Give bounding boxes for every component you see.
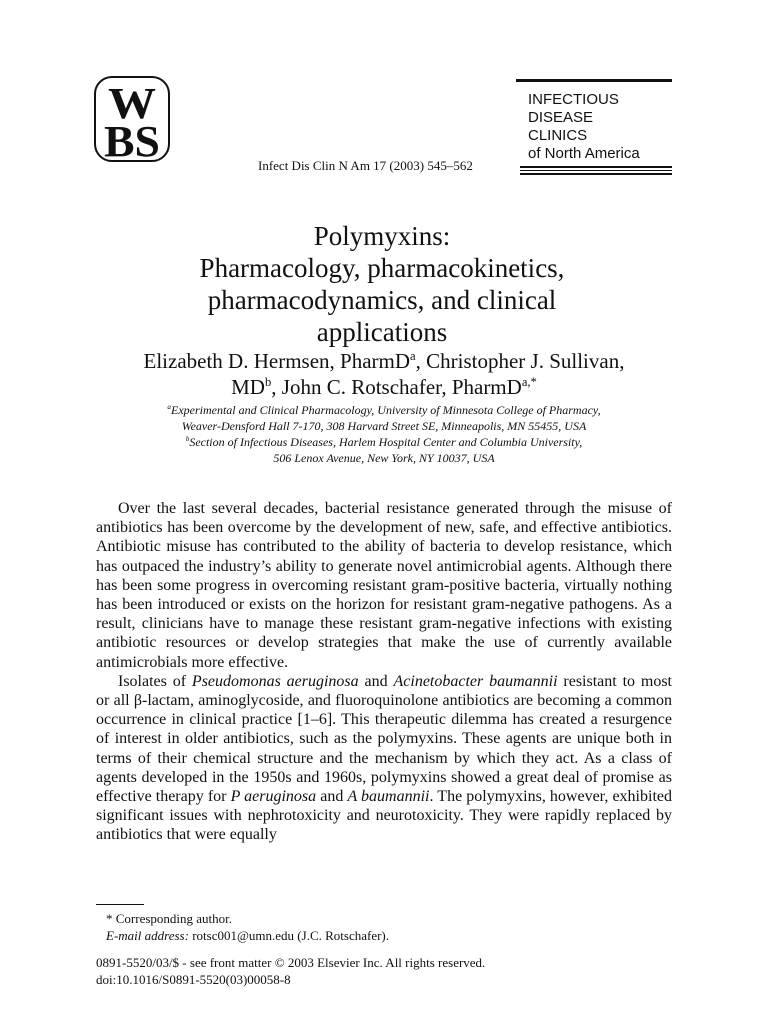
journal-rule-2 [520,170,672,171]
author-line-1 [96,348,672,374]
author-name: Elizabeth D. Hermsen, PharmD [143,349,411,373]
journal-line: of North America [528,145,640,162]
affiliation-a: $^a$Experimental and Clinical Pharmacology, University of Minnesota College of Pharmacy, [167,403,601,417]
affiliation-b: $^b$Section of Infectious Diseases, Harlem Hospital Center and Columbia University, [185,435,583,449]
affiliation-mark: b [185,435,190,443]
journal-rule-top [516,79,672,82]
email-address: rotsc001@umn.edu (J.C. Rotschafer). [192,928,390,943]
affiliations [96,402,672,466]
affiliation-b-cont: 506 Lenox Avenue, New York, NY 10037, USA [273,451,495,465]
title-line: applications [316,317,448,347]
journal-line: DISEASE [528,109,594,126]
footnote-rule [96,904,144,905]
footnote [106,910,389,944]
affiliation-mark: b [264,375,272,389]
author-list [96,348,672,400]
email-line [106,927,389,944]
author-line-2 [96,374,672,400]
article-body [96,499,672,845]
copyright-line: 0891-5520/03/$ - see front matter © 2003 Elsevier Inc. All rights reserved. [96,955,486,970]
journal-rule-3 [520,173,672,175]
author-separator: , [415,349,427,373]
affiliation-mark: a,* [521,375,537,389]
author-separator: , [271,375,282,399]
title-line: pharmacodynamics, and clinical [207,285,557,315]
author-name: Christopher J. Sullivan, [426,349,625,373]
body-paragraph: Isolates of Pseudomonas aeruginosa and Acinetobacter baumannii resistant to most or all β-lactam, aminoglycoside, and fluoroquinolone antibiotics are becoming a common occurrence in clinical practice [1–6]. This therapeutic dilemma has created a resurgence of interest in older antibiotics, such as the polymyxins. These agents are unique both in terms of their chemical structure and the mechanism by which they act. As a class of agents developed in the 1950s and 1960s, polymyxins showed a great deal of promise as effective therapy for P aeruginosa and A baumannii. The polymyxins, however, exhibited significant issues with nephrotoxicity and neurotoxicity. They were rapidly replaced by antibiotics that were equally [96,672,673,844]
publisher-logo-text: W [108,79,156,128]
journal-rule-1 [520,166,672,168]
author-name: MD [231,375,265,399]
body-paragraph: Over the last several decades, bacterial resistance generated through the misuse of antibiotics has been overcome by the development of new, safe, and effective antibiotics. Antibiotic misuse has contributed to the ability of bacteria to develop resistance, which has outpaced the industry’s ability to generate novel antimicrobial agents. Although there has been some progress in overcoming resistant gram-positive bacteria, virtually nothing has been introduced or exists on the horizon for resistant gram-negative pathogens. As a result, clinicians have to manage these resistant gram-negative infections with existing antibiotic resources or develop strategies that make the use of currently available antimicrobials more effective. [96,500,672,671]
publisher-logo [94,76,170,162]
corresponding-author-note: * Corresponding author. [106,911,233,926]
journal-citation: Infect Dis Clin N Am 17 (2003) 545–562 [258,158,473,173]
journal-name [528,91,640,163]
journal-line: CLINICS [528,127,588,144]
article-title [100,220,664,348]
title-line: Polymyxins: [313,221,451,251]
title-line: Pharmacology, pharmacokinetics, [199,253,565,283]
copyright-block [96,954,485,988]
doi: doi:10.1016/S0891-5520(03)00058-8 [96,972,291,987]
affiliation-mark: a [167,403,171,411]
publisher-logo-text-lower: BS [104,117,160,160]
email-label: E-mail address: [106,928,189,943]
affiliation-mark: a [410,349,416,363]
journal-line: INFECTIOUS [528,91,619,108]
affiliation-a-cont: Weaver-Densford Hall 7-170, 308 Harvard Street SE, Minneapolis, MN 55455, USA [181,419,587,433]
author-name: John C. Rotschafer, PharmD [281,375,522,399]
